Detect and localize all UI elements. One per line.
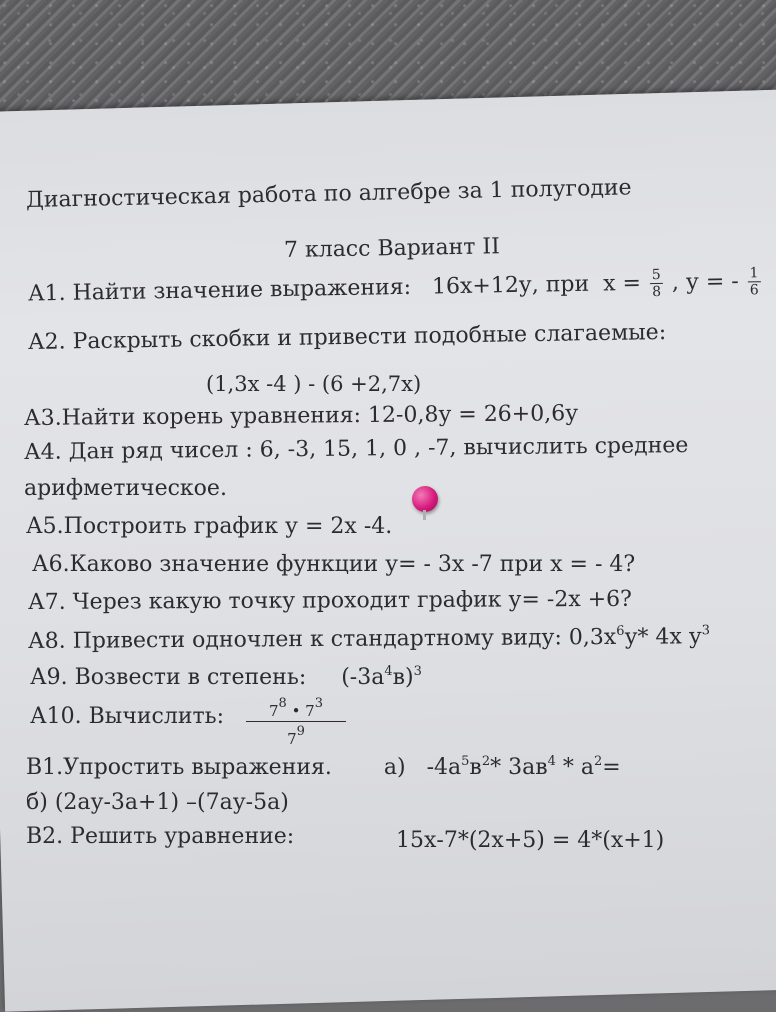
task-a1-x-prefix: х = bbox=[602, 270, 642, 297]
task-a1 bbox=[28, 265, 763, 311]
task-a10-denominator bbox=[246, 722, 346, 749]
task-a1-label: А1. Найти значение выражения: bbox=[27, 274, 412, 307]
task-b1-exp1: 5 bbox=[461, 754, 470, 769]
task-a10-num-exp-b: 3 bbox=[314, 696, 324, 711]
task-a10-num-base-a: 7 bbox=[268, 702, 279, 720]
pink-pushpin bbox=[412, 486, 438, 512]
task-a10-den-exp: 9 bbox=[296, 724, 305, 739]
task-a2-expression: (1,3х -4 ) - (6 +2,7х) bbox=[206, 372, 422, 396]
task-a6: А6.Каково значение функции у= - 3х -7 при х = - 4? bbox=[32, 552, 636, 577]
task-b2-equation: 15х-7*(2х+5) = 4*(х+1) bbox=[396, 828, 665, 853]
task-b1-line2: б) (2ау-3а+1) –(7ау-5а) bbox=[26, 790, 289, 815]
fraction-x bbox=[650, 267, 663, 300]
task-b2-label: В2. Решить уравнение: bbox=[26, 824, 295, 849]
task-b1-term1: -4а bbox=[426, 755, 462, 780]
task-a8-mid: у* 4х у bbox=[624, 624, 702, 650]
class-variant: 7 класс Вариант II bbox=[283, 234, 501, 263]
task-b1-term3: * 3ав bbox=[490, 755, 548, 780]
fraction-y-numerator: 1 bbox=[747, 265, 760, 282]
fraction-x-denominator: 8 bbox=[652, 283, 662, 301]
task-a7: А7. Через какую точку проходит график у= -2х +6? bbox=[27, 586, 632, 615]
task-a2-label: А2. Раскрыть скобки и привести подобные слагаемые: bbox=[27, 319, 667, 355]
task-a9-base: (-3а bbox=[341, 665, 385, 690]
task-a5: А5.Построить график у = 2х -4. bbox=[26, 514, 393, 539]
task-a10-num-exp-a: 8 bbox=[278, 696, 287, 711]
task-a10-fraction bbox=[246, 694, 346, 749]
task-a8 bbox=[28, 623, 710, 654]
fraction-y-denominator: 6 bbox=[749, 282, 759, 299]
task-a3: А3.Найти корень уравнения: 12-0,8у = 26+0,6у bbox=[23, 401, 579, 431]
task-a9-rest: в) bbox=[392, 665, 414, 690]
task-a8-text: А8. Привести одночлен к стандартному виду: 0,3х bbox=[27, 624, 617, 654]
task-a8-exp1: 6 bbox=[616, 623, 625, 639]
task-b1-term2: в bbox=[469, 755, 482, 780]
task-a9-label: А9. Возвести в степень: bbox=[30, 665, 307, 690]
task-b1-line1 bbox=[26, 754, 621, 780]
task-a9 bbox=[30, 664, 422, 690]
fraction-x-numerator: 5 bbox=[650, 267, 663, 284]
worksheet-title: Диагностическая работа по алгебре за 1 полугодие bbox=[25, 175, 632, 213]
task-a1-y-prefix: , у = - bbox=[671, 269, 739, 296]
task-b1-exp3: 4 bbox=[547, 754, 556, 769]
task-a9-exp2: 3 bbox=[413, 664, 422, 679]
task-b1-label: В1.Упростить выражения. bbox=[26, 755, 332, 780]
task-b1-term4: * а bbox=[555, 755, 594, 780]
task-b1-part-a: а) bbox=[383, 755, 406, 780]
task-a10-numerator bbox=[246, 694, 346, 722]
task-a9-exp1: 4 bbox=[384, 664, 393, 679]
task-a4-line1: А4. Дан ряд чисел : 6, -3, 15, 1, 0 , -7, вычислить среднее bbox=[23, 433, 689, 465]
task-a4-line2: арифметическое. bbox=[24, 476, 227, 501]
task-b1-exp2: 2 bbox=[481, 754, 491, 769]
task-a8-exp2: 3 bbox=[701, 623, 711, 639]
task-b1-equals: = bbox=[602, 755, 621, 780]
task-a10-num-mid: • 7 bbox=[286, 702, 315, 720]
task-a1-expr: 16х+12у, при bbox=[431, 271, 590, 300]
task-a10-label: А10. Вычислить: bbox=[30, 704, 225, 729]
fraction-y bbox=[747, 265, 760, 298]
task-b1-exp4: 2 bbox=[593, 754, 603, 769]
task-a10-den-base: 7 bbox=[287, 730, 297, 748]
